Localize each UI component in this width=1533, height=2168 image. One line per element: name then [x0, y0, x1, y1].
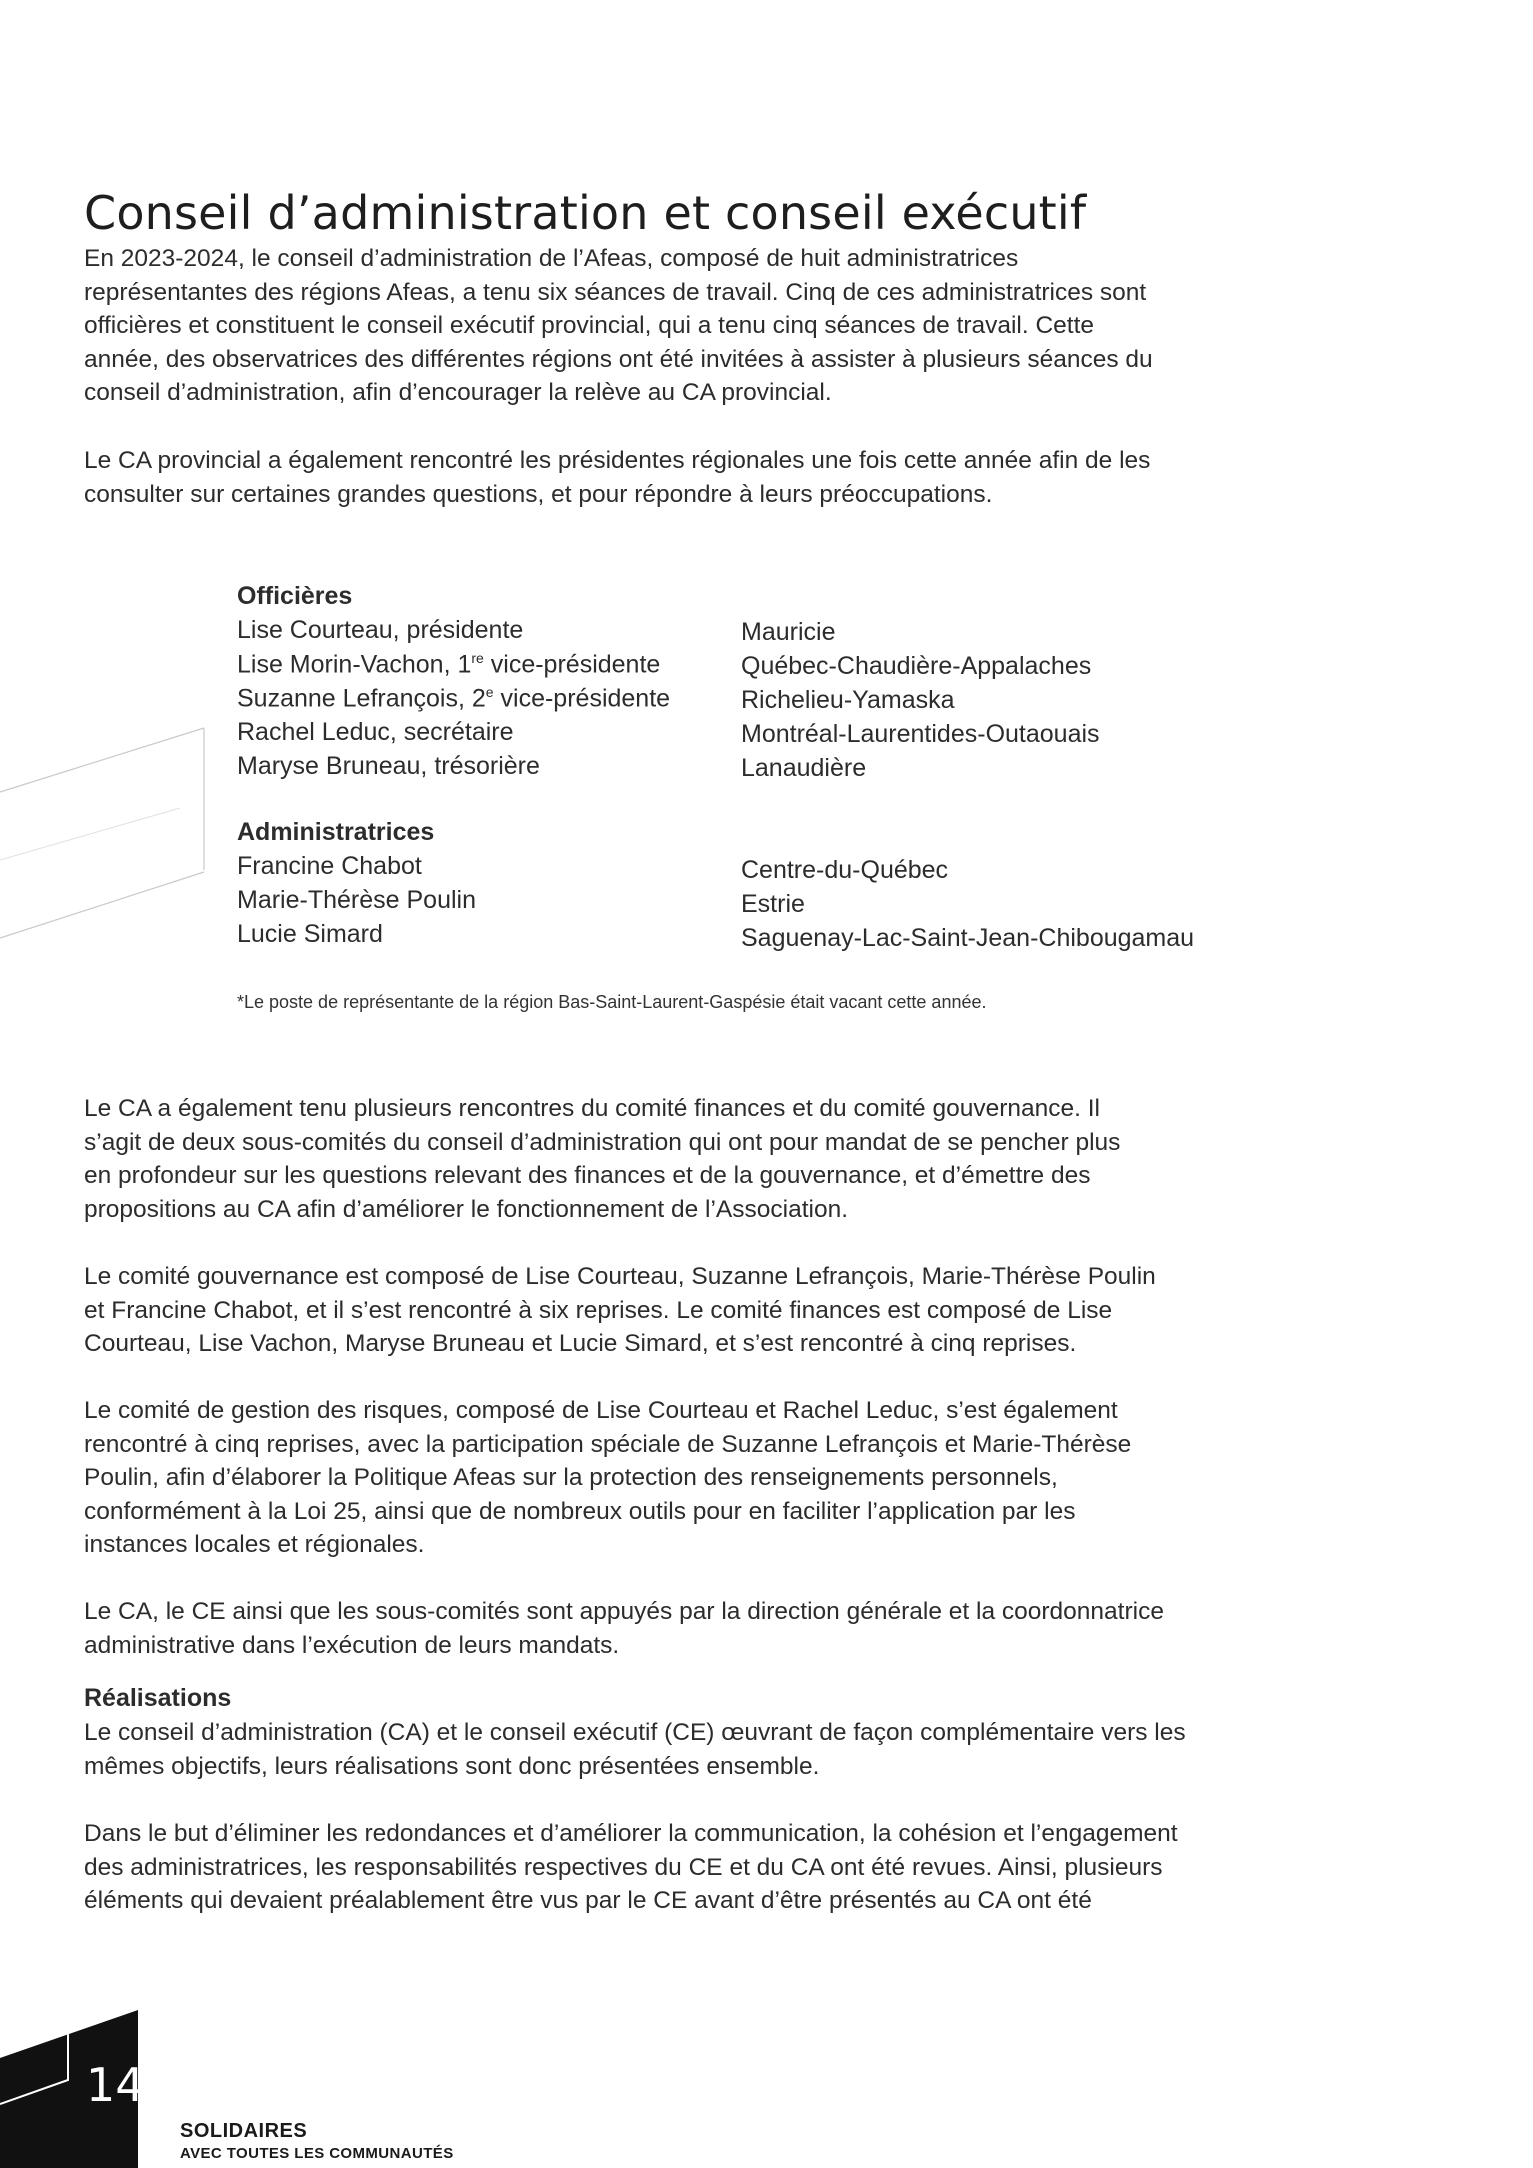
text-line: Le conseil d’administration (CA) et le conseil exécutif (CE) œuvrant de façon complémentaire vers les	[84, 1719, 1186, 1746]
text-line: officières et constituent le conseil exécutif provincial, qui a tenu cinq séances de travail. Cette	[84, 312, 1095, 339]
realisations-paragraph	[84, 1716, 1324, 1783]
footer-brand	[180, 2120, 454, 2162]
member-region: Centre-du-Québec	[741, 856, 949, 884]
text-line: Dans le but d’éliminer les redondances et d’améliorer la communication, la cohésion et l’engagement	[84, 1820, 1178, 1847]
member-row	[237, 650, 1237, 684]
officieres-heading: Officières	[237, 582, 353, 610]
member-name-part: vice-présidente	[483, 650, 661, 679]
responsibilities-paragraph	[84, 1817, 1324, 1918]
member-row	[237, 718, 1237, 752]
member-name	[237, 684, 670, 713]
text-line: administrative dans l’exécution de leurs mandats.	[84, 1631, 620, 1659]
text-line: Le CA a également tenu plusieurs rencontres du comité finances et du comité gouvernance. Il	[84, 1095, 1100, 1122]
text-line: En 2023-2024, le conseil d’administration de l’Afeas, composé de huit administratrices	[84, 245, 1019, 272]
text-line: année, des observatrices des différentes régions ont été invitées à assister à plusieurs séances du	[84, 345, 1153, 373]
support-paragraph	[84, 1595, 1324, 1662]
text-line: en profondeur sur les questions relevant des finances et de la gouvernance, et d’émettre des	[84, 1162, 1091, 1189]
member-name: Marie-Thérèse Poulin	[237, 886, 476, 914]
member-row	[237, 616, 1237, 650]
vacancy-footnote: *Le poste de représentante de la région Bas-Saint-Laurent-Gaspésie était vacant cette année.	[237, 992, 987, 1012]
text-line: mêmes objectifs, leurs réalisations sont donc présentées ensemble.	[84, 1752, 820, 1780]
text-line: s’agit de deux sous-comités du conseil d’administration qui ont pour mandat de se pencher plus	[84, 1128, 1121, 1156]
member-row	[237, 886, 1237, 920]
member-name-part: Suzanne Lefrançois, 2	[237, 684, 486, 713]
member-name: Maryse Bruneau, trésorière	[237, 752, 540, 780]
member-name: Lise Courteau, présidente	[237, 616, 524, 644]
text-line: Courteau, Lise Vachon, Maryse Bruneau et Lucie Simard, et s’est rencontré à cinq reprises.	[84, 1330, 1077, 1357]
member-region: Québec-Chaudière-Appalaches	[741, 652, 1092, 680]
text-line: propositions au CA afin d’améliorer le fonctionnement de l’Association.	[84, 1195, 849, 1223]
member-row	[237, 852, 1237, 886]
text-line: conformément à la Loi 25, ainsi que de nombreux outils pour en faciliter l’application par les	[84, 1497, 1076, 1525]
text-line: Le CA, le CE ainsi que les sous-comités sont appuyés par la direction générale et la coordonnatrice	[84, 1598, 1164, 1625]
subcommittees-paragraph	[84, 1092, 1324, 1226]
text-line: consulter sur certaines grandes questions, et pour répondre à leurs préoccupations.	[84, 480, 993, 508]
text-line: instances locales et régionales.	[84, 1531, 425, 1558]
member-name-part: vice-présidente	[493, 684, 671, 713]
page-number: 14	[86, 2058, 145, 2112]
member-name	[237, 650, 660, 679]
text-line: Poulin, afin d’élaborer la Politique Afeas sur la protection des renseignements personnels,	[84, 1464, 1058, 1491]
realisations-heading: Réalisations	[84, 1684, 232, 1712]
committee-composition-paragraph	[84, 1260, 1324, 1361]
member-row	[237, 684, 1237, 718]
member-region: Montréal-Laurentides-Outaouais	[741, 720, 1100, 748]
text-line: Le comité gouvernance est composé de Lise Courteau, Suzanne Lefrançois, Marie-Thérèse Poulin	[84, 1263, 1156, 1290]
text-line: et Francine Chabot, et il s’est rencontré à six reprises. Le comité finances est composé de Lise	[84, 1296, 1113, 1324]
text-line: représentantes des régions Afeas, a tenu six séances de travail. Cinq de ces administratrices sont	[84, 278, 1147, 306]
text-line: éléments qui devaient préalablement être vus par le CE avant d’être présentés au CA ont été	[84, 1887, 1092, 1914]
text-line: des administratrices, les responsabilités respectives du CE et du CA ont été revues. Ainsi, plusieurs	[84, 1853, 1163, 1881]
member-name: Francine Chabot	[237, 852, 422, 880]
text-line: conseil d’administration, afin d’encourager la relève au CA provincial.	[84, 379, 832, 406]
member-region: Mauricie	[741, 618, 836, 646]
member-region: Lanaudière	[741, 754, 867, 782]
brand-line-2: AVEC TOUTES LES COMMUNAUTÉS	[180, 2145, 454, 2162]
page-title: Conseil d’administration et conseil exécutif	[84, 186, 1087, 240]
decorative-lines	[0, 720, 220, 950]
brand-line-1: SOLIDAIRES	[180, 2120, 308, 2142]
regional-presidents-paragraph	[84, 444, 1324, 511]
intro-paragraph	[84, 242, 1324, 410]
ordinal-superscript: re	[471, 650, 484, 666]
member-row	[237, 920, 1237, 954]
member-name: Rachel Leduc, secrétaire	[237, 718, 514, 746]
member-region: Richelieu-Yamaska	[741, 686, 955, 714]
ordinal-superscript: e	[485, 684, 494, 700]
member-region: Estrie	[741, 890, 805, 918]
text-line: rencontré à cinq reprises, avec la participation spéciale de Suzanne Lefrançois et Marie-Thérèse	[84, 1430, 1132, 1458]
member-region: Saguenay-Lac-Saint-Jean-Chibougamau	[741, 924, 1195, 952]
administratrices-heading: Administratrices	[237, 818, 435, 846]
text-line: Le CA provincial a également rencontré les présidentes régionales une fois cette année afin de les	[84, 447, 1151, 474]
member-name: Lucie Simard	[237, 920, 383, 948]
risk-committee-paragraph	[84, 1394, 1324, 1562]
text-line: Le comité de gestion des risques, composé de Lise Courteau et Rachel Leduc, s’est également	[84, 1397, 1118, 1424]
member-name-part: Lise Morin-Vachon, 1	[237, 650, 472, 679]
member-row	[237, 752, 1237, 786]
